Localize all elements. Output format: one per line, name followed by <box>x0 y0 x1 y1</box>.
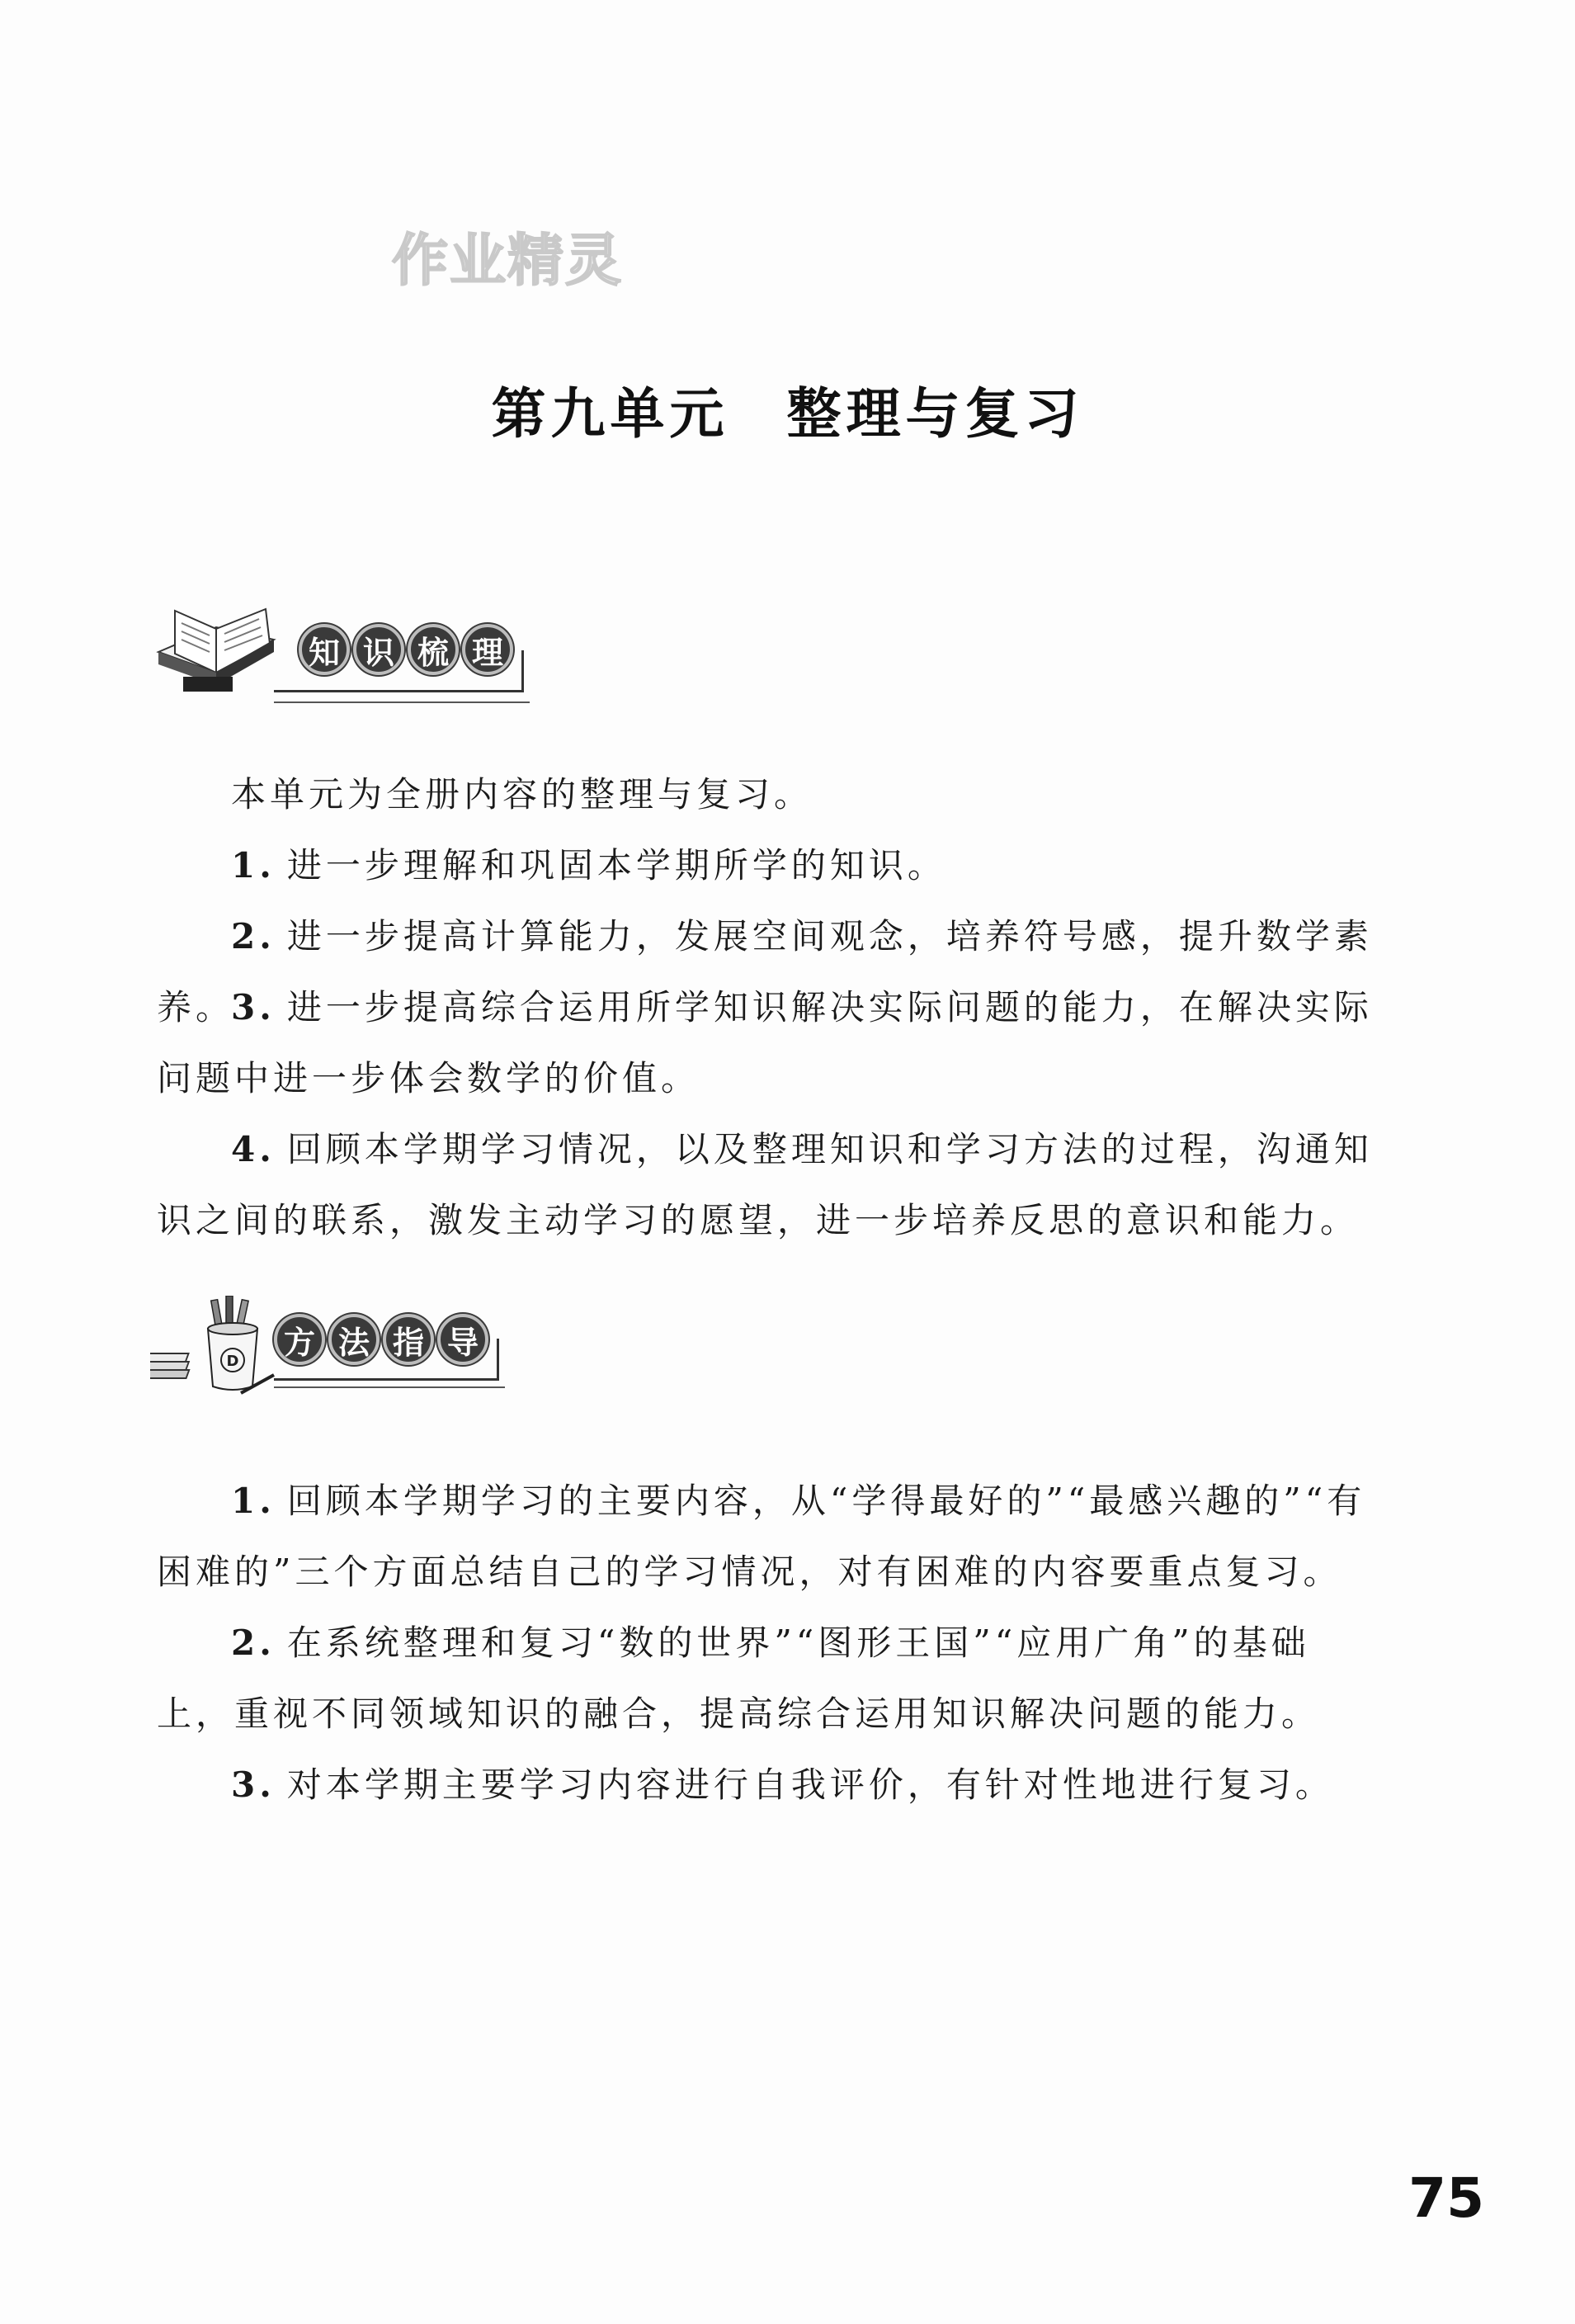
badge-char: 法 <box>328 1314 380 1365</box>
badge-char: 指 <box>383 1314 434 1365</box>
pencil-cup-icon <box>150 1296 282 1403</box>
unit-name: 整理与复习 <box>786 382 1084 446</box>
unit-label: 第九单元 <box>491 382 729 446</box>
knowledge-item: 1. 进一步理解和巩固本学期所学的知识。 <box>231 845 946 886</box>
method-section-header <box>150 1296 505 1411</box>
knowledge-item: 4. 回顾本学期学习情况，以及整理知识和学习方法的过程，沟通知识之间的联系，激发主动学习的愿望，进一步培养反思的意识和能力。 <box>157 1129 1373 1240</box>
method-item: 3. 对本学期主要学习内容进行自我评价，有针对性地进行复习。 <box>231 1764 1334 1805</box>
knowledge-item: 3. 进一步提高综合运用所学知识解决实际问题的能力，在解决实际问题中进一步体会数学的价值。 <box>157 987 1373 1098</box>
watermark: 作业精灵 <box>392 229 624 294</box>
page-title <box>0 370 1575 448</box>
svg-text:D: D <box>226 1353 239 1370</box>
knowledge-badges <box>299 624 513 675</box>
badge-char: 知 <box>299 624 350 675</box>
method-badges <box>274 1314 488 1365</box>
knowledge-intro: 本单元为全册内容的整理与复习。 <box>231 774 813 815</box>
badge-char: 方 <box>274 1314 325 1365</box>
method-item: 2. 在系统整理和复习“数的世界”“图形王国”“应用广角”的基础上，重视不同领域知识的融合，提高综合运用知识解决问题的能力。 <box>157 1623 1321 1734</box>
badge-char: 梳 <box>408 624 459 675</box>
knowledge-section-header <box>150 594 530 710</box>
method-item: 1. 回顾本学期学习的主要内容，从“学得最好的”“最感兴趣的”“有困难的”三个方面总结自己的学习情况，对有困难的内容要重点复习。 <box>157 1481 1366 1592</box>
badge-char: 导 <box>437 1314 488 1365</box>
knowledge-item: 2. 进一步提高计算能力，发展空间观念，培养符号感，提升数学素养。 <box>157 916 1373 1027</box>
open-book-icon <box>150 594 282 701</box>
badge-char: 识 <box>353 624 404 675</box>
page-number: 75 <box>1408 2166 1484 2230</box>
badge-char: 理 <box>462 624 513 675</box>
